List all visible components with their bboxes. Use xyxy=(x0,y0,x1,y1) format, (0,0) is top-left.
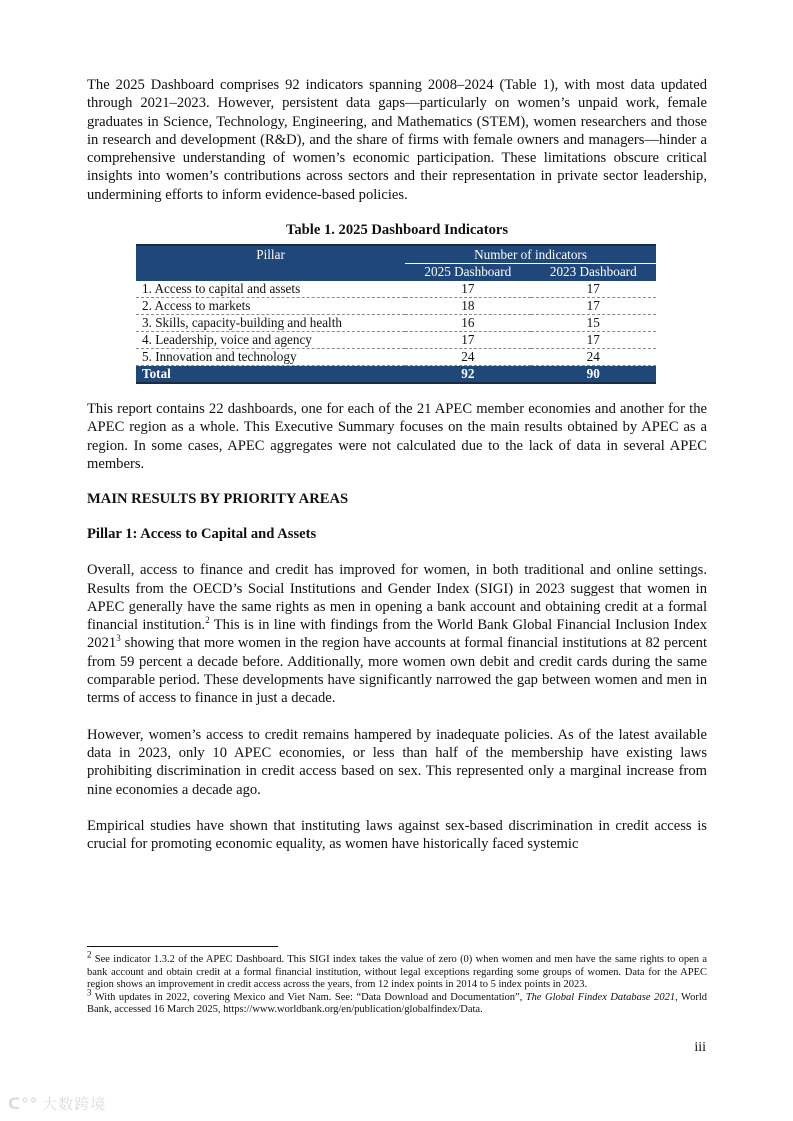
subsection-heading: Pillar 1: Access to Capital and Assets xyxy=(87,526,317,543)
header-2025-dashboard: 2025 Dashboard xyxy=(405,264,530,282)
section-heading: MAIN RESULTS BY PRIORITY AREAS xyxy=(87,491,349,508)
value-2025: 24 xyxy=(405,349,530,366)
value-2023: 17 xyxy=(531,298,656,315)
footnote-2 xyxy=(87,949,707,992)
text-span: Overall, access to finance and credit has improved for women, in both traditional and online settings. Results from the OECD’s Social Institutions and Gender Index (SIGI) in 2023 suggest that women in APEC generally have the same rights as men in opening a bank account and obtaining credit at a formal financial institution. xyxy=(87,562,707,634)
pillar-cell: 2. Access to markets xyxy=(136,298,405,315)
however-paragraph: However, women’s access to credit remains hampered by inadequate policies. As of the latest available data in 2023, only 10 APEC economies, or less than half of the membership have existing laws prohibiting discrimination in credit access based on sex. This represented only a marginal increase from nine economies a decade ago. xyxy=(87,726,707,798)
value-2023: 17 xyxy=(531,332,656,349)
footnote-ref-3[interactable]: 3 xyxy=(116,633,121,644)
total-row xyxy=(136,366,656,384)
table-row xyxy=(136,349,656,366)
table-row xyxy=(136,298,656,315)
footnote-text: See indicator 1.3.2 of the APEC Dashboard. This SIGI index takes the value of zero (0) when women and men have the same rights to open a bank account and obtain credit at a formal financial institution, without legal exceptions regarding some groups of women. Data for the APEC region shows an improvement in credit access across the years, from 12 index points in 2014 to 5 index points in 2023. xyxy=(87,954,707,991)
watermark-logo-icon: ᑕ°° xyxy=(8,1095,39,1113)
footnote-3 xyxy=(87,987,707,1017)
report-paragraph: This report contains 22 dashboards, one for each of the 21 APEC member economies and another for the APEC region as a whole. This Executive Summary focuses on the main results obtained by APEC as a region. In some cases, APEC aggregates were not calculated due to the lack of data in several APEC members. xyxy=(87,401,707,472)
pillar-cell: 1. Access to capital and assets xyxy=(136,281,405,298)
value-2023: 17 xyxy=(531,281,656,298)
overall-paragraph xyxy=(87,561,707,707)
document-page xyxy=(87,76,707,853)
text-span: This is in line with findings from the World Bank Global Financial Inclusion Index 2021 xyxy=(87,617,707,652)
total-label: Total xyxy=(136,366,405,384)
header-number-of-indicators: Number of indicators xyxy=(405,245,656,264)
total-2025: 92 xyxy=(405,366,530,384)
header-pillar: Pillar xyxy=(136,245,405,281)
table-title: Table 1. 2025 Dashboard Indicators xyxy=(285,222,509,239)
footnote-citation-title: The Global Findex Database 2021 xyxy=(525,991,676,1003)
footnote-divider xyxy=(87,946,278,947)
footnote-text: , World Bank, accessed 16 March 2025, https://www.worldbank.org/en/publication/globalfindex/Data. xyxy=(87,991,707,1016)
footnote-ref-2[interactable]: 2 xyxy=(205,615,210,626)
table-row xyxy=(136,315,656,332)
indicators-table xyxy=(136,244,656,384)
watermark xyxy=(8,1093,106,1114)
footnote-text: With updates in 2022, covering Mexico and Viet Nam. See: “Data Download and Documentation”, xyxy=(91,991,526,1003)
text-span: showing that more women in the region have accounts at formal financial institutions at 82 percent from 59 percent a decade before. Additionally, more women own debit and credit cards during the same comparable period. These developments have significantly narrowed the gap between women and men in terms of access to finance in just a decade. xyxy=(87,635,707,707)
value-2025: 17 xyxy=(405,281,530,298)
value-2023: 24 xyxy=(531,349,656,366)
footnote-mark: 3 xyxy=(87,987,92,998)
empirical-paragraph: Empirical studies have shown that instituting laws against sex-based discrimination in credit access is crucial for promoting economic equality, as women have historically faced systemic xyxy=(87,817,707,853)
value-2025: 16 xyxy=(405,315,530,332)
value-2023: 15 xyxy=(531,315,656,332)
value-2025: 18 xyxy=(405,298,530,315)
pillar-cell: 4. Leadership, voice and agency xyxy=(136,332,405,349)
table-row xyxy=(136,281,656,298)
footnotes xyxy=(87,949,707,1017)
intro-paragraph: The 2025 Dashboard comprises 92 indicators spanning 2008–2024 (Table 1), with most data updated through 2021–2023. However, persistent data gaps—particularly on women’s unpaid work, female graduates in Science, Technology, Engineering, and Mathematics (STEM), women researchers and those in research and development (R&D), and the share of firms with female owners and managers—hinder a comprehensive understanding of women’s economic participation. These limitations obscure critical insights into women’s contributions across sectors and their representation in private sector leadership, undermining efforts to inform evidence-based policies. xyxy=(87,77,707,203)
value-2025: 17 xyxy=(405,332,530,349)
total-2023: 90 xyxy=(531,366,656,384)
table-row xyxy=(136,332,656,349)
footnote-mark: 2 xyxy=(87,949,92,960)
watermark-text: 大数跨境 xyxy=(42,1095,107,1113)
header-2023-dashboard: 2023 Dashboard xyxy=(531,264,656,282)
pillar-cell: 3. Skills, capacity-building and health xyxy=(136,315,405,332)
pillar-cell: 5. Innovation and technology xyxy=(136,349,405,366)
page-number: iii xyxy=(694,1040,706,1055)
